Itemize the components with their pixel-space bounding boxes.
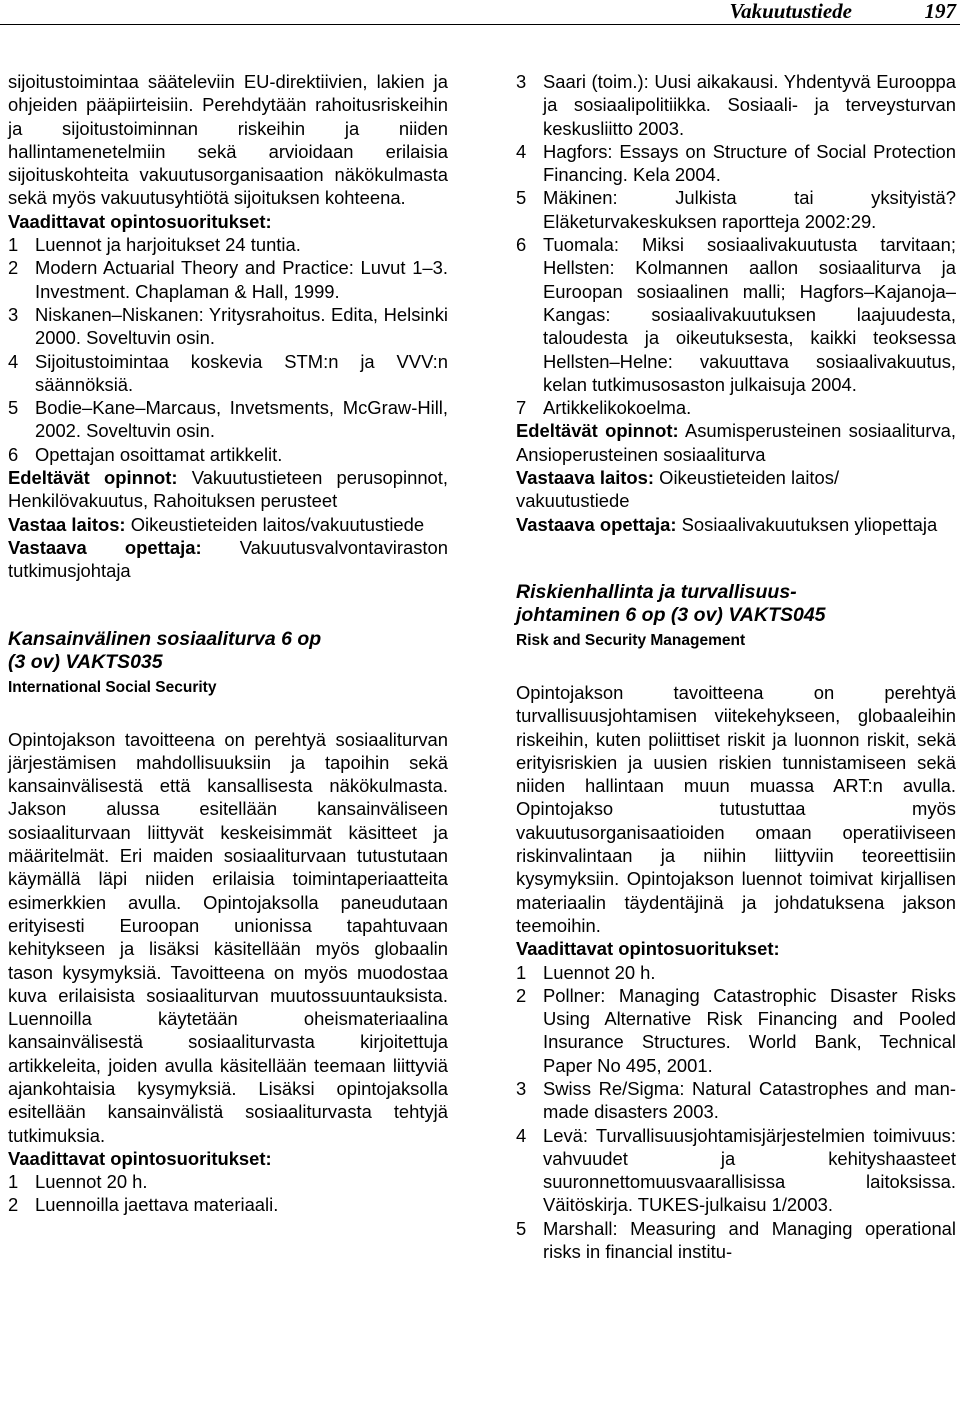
list-item xyxy=(8,1193,448,1216)
list-item-text: Saari (toim.): Uusi aikakausi. Yhdentyvä Eurooppa ja sosiaalipolitiikka. Sosiaali- ja terveysturvan keskusliitto 2003. xyxy=(543,71,956,139)
list-item-text: Modern Actuarial Theory and Practice: Luvut 1–3. Investment. Chaplaman & Hall, 1999. xyxy=(35,257,448,302)
list-item-text: Mäkinen: Julkista tai yksityistä? Eläketurvakeskuksen raportteja 2002:29. xyxy=(543,187,956,232)
spacer xyxy=(516,536,956,581)
spacer xyxy=(516,651,956,681)
left-column xyxy=(8,70,448,1217)
list-item xyxy=(516,1217,956,1264)
list-item-number: 1 xyxy=(516,961,527,983)
course-title-line-1: Kansainvälinen sosiaaliturva 6 op xyxy=(8,627,322,650)
list-item xyxy=(516,396,956,419)
list-item-text: Bodie–Kane–Marcaus, Invetsments, McGraw-Hill, 2002. Soveltuvin osin. xyxy=(35,397,448,442)
list-item-number: 6 xyxy=(8,443,19,465)
list-item-number: 4 xyxy=(8,350,19,372)
list-item xyxy=(516,984,956,1077)
list-item-number: 3 xyxy=(8,303,19,325)
responsible-department xyxy=(516,466,956,513)
course-title xyxy=(516,581,956,627)
teacher-text: Sosiaalivakuutuksen yliopettaja xyxy=(681,513,938,535)
list-item xyxy=(8,396,448,443)
list-item xyxy=(516,1077,956,1124)
list-item xyxy=(8,303,448,350)
list-item xyxy=(8,233,448,256)
list-item-text: Pollner: Managing Catastrophic Disaster Risks Using Alternative Risk Financing and Pooled Insurance Structures. World Bank, Technical Paper No 495, 2001. xyxy=(543,984,956,1076)
list-item-text: Swiss Re/Sigma: Natural Catastrophes and man-made disasters 2003. xyxy=(543,1077,956,1123)
list-item-number: 1 xyxy=(8,1171,19,1193)
course-title-line-2: johtaminen 6 op (3 ov) VAKTS045 xyxy=(516,603,826,626)
list-item-text: Luennoilla jaettava materiaali. xyxy=(35,1194,279,1216)
list-item-number: 7 xyxy=(516,397,527,419)
course-subtitle: Risk and Security Management xyxy=(516,631,746,649)
requirements-list-2 xyxy=(8,1170,448,1217)
list-item-number: 5 xyxy=(516,187,527,209)
list-item-number: 5 xyxy=(8,397,19,419)
prerequisites-label: Edeltävät opinnot: xyxy=(8,467,178,489)
course-title-line-2: (3 ov) VAKTS035 xyxy=(8,650,163,673)
intro-paragraph: sijoitustoimintaa sääteleviin EU-direktiivien, lakien ja ohjeiden pääpiirteisiin. Perehdytään rahoitusriskeihin ja sijoitustoiminnan riskeihin ja niiden hallintamenetelmiin sekä arvioidaan erilaisia sijoituskohteita vakuutusorganisaation näkökulmasta sekä myös vakuutusyhtiötä sijoituksen kohteena. xyxy=(8,71,448,209)
course-description: Opintojakson tavoitteena on perehtyä turvallisuusjohtamisen viitekehykseen, globaaleihin riskeihin, kuten poliittiset riskit ja luonnon riskit, sekä erityisriskien ja uusien riskien tunnistamiseen sekä niiden hallintaan muun muassa ART:n avulla. Opintojakso tutustuttaa myös vakuutusorganisaatioiden omaan operatiiviseen riskinvalintaan ja niihin liittyviin teoreettisiin kysymyksiin. Opintojakson luennot toimivat kirjallisen materiaalin täydentäjinä ja johdatuksena jakson teemoihin. xyxy=(516,681,956,936)
prerequisites-label: Edeltävät opinnot: xyxy=(516,420,679,442)
list-item-text: Tuomala: Miksi sosiaalivakuutusta tarvitaan; Hellsten: Kolmannen aallon sosiaaliturva ja Euroopan sosiaalinen malli; Hagfors–Kajanoja–Kangas: sosiaalivakuutuksen laajuudesta, taloudesta ja oikeutuksesta, kaikki teoksessa Hellsten–Helne: vakuuttava sosiaalivakuutus, kelan tutkimusosaston julkaisuja 2004. xyxy=(543,234,956,395)
right-column xyxy=(516,70,956,1263)
list-item-number: 3 xyxy=(516,71,527,92)
requirements-list xyxy=(516,961,956,1264)
list-item-text: Opettajan osoittamat artikkelit. xyxy=(35,443,283,465)
list-item xyxy=(8,256,448,303)
teacher-text: Vakuutusvalvontaviraston tutkimusjohtaja xyxy=(8,536,448,582)
department-label: Vastaava laitos: xyxy=(516,467,655,489)
list-item xyxy=(516,186,956,233)
list-item-text: Niskanen–Niskanen: Yritysrahoitus. Edita, Helsinki 2000. Soveltuvin osin. xyxy=(35,303,448,349)
list-item-number: 1 xyxy=(8,234,19,256)
list-item xyxy=(516,961,956,984)
spacer xyxy=(8,583,448,628)
course-subtitle: International Social Security xyxy=(8,678,217,696)
department-text: Oikeustieteiden laitos/ vakuutustiede xyxy=(516,467,840,512)
list-item xyxy=(516,233,956,396)
prerequisites-text: Vakuutustieteen perusopinnot, Henkilövakuutus, Rahoituksen perusteet xyxy=(8,467,448,512)
list-item xyxy=(8,443,448,466)
list-item-number: 2 xyxy=(516,984,527,1006)
requirements-heading-2: Vaadittavat opintosuoritukset: xyxy=(8,1147,272,1169)
responsible-teacher xyxy=(516,513,956,536)
spacer xyxy=(8,698,448,728)
list-item-text: Marshall: Measuring and Managing operational risks in financial institu- xyxy=(543,1217,956,1263)
list-item-text: Sijoitustoimintaa koskevia STM:n ja VVV:n säännöksiä. xyxy=(35,350,448,395)
list-item-text: Hagfors: Essays on Structure of Social Protection Financing. Kela 2004. xyxy=(543,140,956,186)
list-item xyxy=(516,140,956,187)
course-title-line-1: Riskienhallinta ja turvallisuus- xyxy=(516,580,797,603)
literature-list xyxy=(516,70,956,419)
list-item-number: 2 xyxy=(8,257,19,279)
list-item xyxy=(516,70,956,140)
list-item-text: Artikkelikokoelma. xyxy=(543,397,692,419)
list-item-number: 4 xyxy=(516,140,527,162)
list-item-number: 4 xyxy=(516,1124,527,1146)
course-description: Opintojakson tavoitteena on perehtyä sosiaaliturvan järjestämisen mahdollisuuksiin ja tapoihin sekä kansainvälisestä että kansallisesta näkökulmasta. Jakson alussa esitellään kansainväliseen sosiaaliturvaan liittyvät keskeisimmät käsitteet ja määritelmät. Eri maiden sosiaaliturvaan tutustutaan käymällä läpi niiden erilaisia toimintaperiaatteita esimerkkien avulla. Opintojaksolla paneudutaan erityisesti Euroopan unionissa tapahtuvaan kehitykseen ja lisäksi käsitellään myös globaalin tason kysymyksiä. Tavoitteena on myös muodostaa kuva erilaisista sosiaaliturvan muutossuuntauksista. Luennoilla käytetään oheismateriaalina kansainvälisestä sosiaaliturvasta kirjoitettuja artikkeleita, joiden avulla käsitellään teemaan liittyviä ajankohtaisia kysymyksiä. Lisäksi opintojaksolla esitellään kansainvälistä sosiaaliturvasta tehtyjä tutkimuksia. xyxy=(8,728,448,1146)
page-number: 197 xyxy=(924,0,956,23)
teacher-label: Vastaava opettaja: xyxy=(8,536,202,558)
course-title xyxy=(8,628,448,674)
list-item-number: 6 xyxy=(516,234,527,256)
prerequisites-text: Asumisperusteinen sosiaaliturva, Ansioperusteinen sosiaaliturva xyxy=(516,420,956,465)
department-text: Oikeustieteiden laitos/vakuutustiede xyxy=(130,513,425,535)
list-item xyxy=(8,1170,448,1193)
journal-title: Vakuutustiede xyxy=(729,0,852,23)
list-item-text: Luennot ja harjoitukset 24 tuntia. xyxy=(35,234,301,256)
list-item-number: 3 xyxy=(516,1077,527,1099)
list-item xyxy=(516,1124,956,1217)
requirements-list xyxy=(8,233,448,466)
list-item-text: Luennot 20 h. xyxy=(35,1171,148,1193)
requirements-heading: Vaadittavat opintosuoritukset: xyxy=(516,938,780,960)
responsible-teacher xyxy=(8,536,448,583)
list-item-text: Luennot 20 h. xyxy=(543,961,656,983)
prerequisites xyxy=(8,466,448,513)
page-header xyxy=(0,0,960,25)
teacher-label: Vastaava opettaja: xyxy=(516,513,677,535)
responsible-department xyxy=(8,513,448,536)
list-item-number: 2 xyxy=(8,1194,19,1216)
list-item-number: 5 xyxy=(516,1217,527,1239)
requirements-heading: Vaadittavat opintosuoritukset: xyxy=(8,210,272,232)
list-item xyxy=(8,350,448,397)
department-label: Vastaa laitos: xyxy=(8,513,126,535)
prerequisites xyxy=(516,419,956,466)
list-item-text: Levä: Turvallisuusjohtamisjärjestelmien toimivuus: vahvuudet ja kehityshaasteet suuronnettomuusvaarallisissa laitoksissa. Väitöskirja. TUKES-julkaisu 1/2003. xyxy=(543,1124,956,1216)
